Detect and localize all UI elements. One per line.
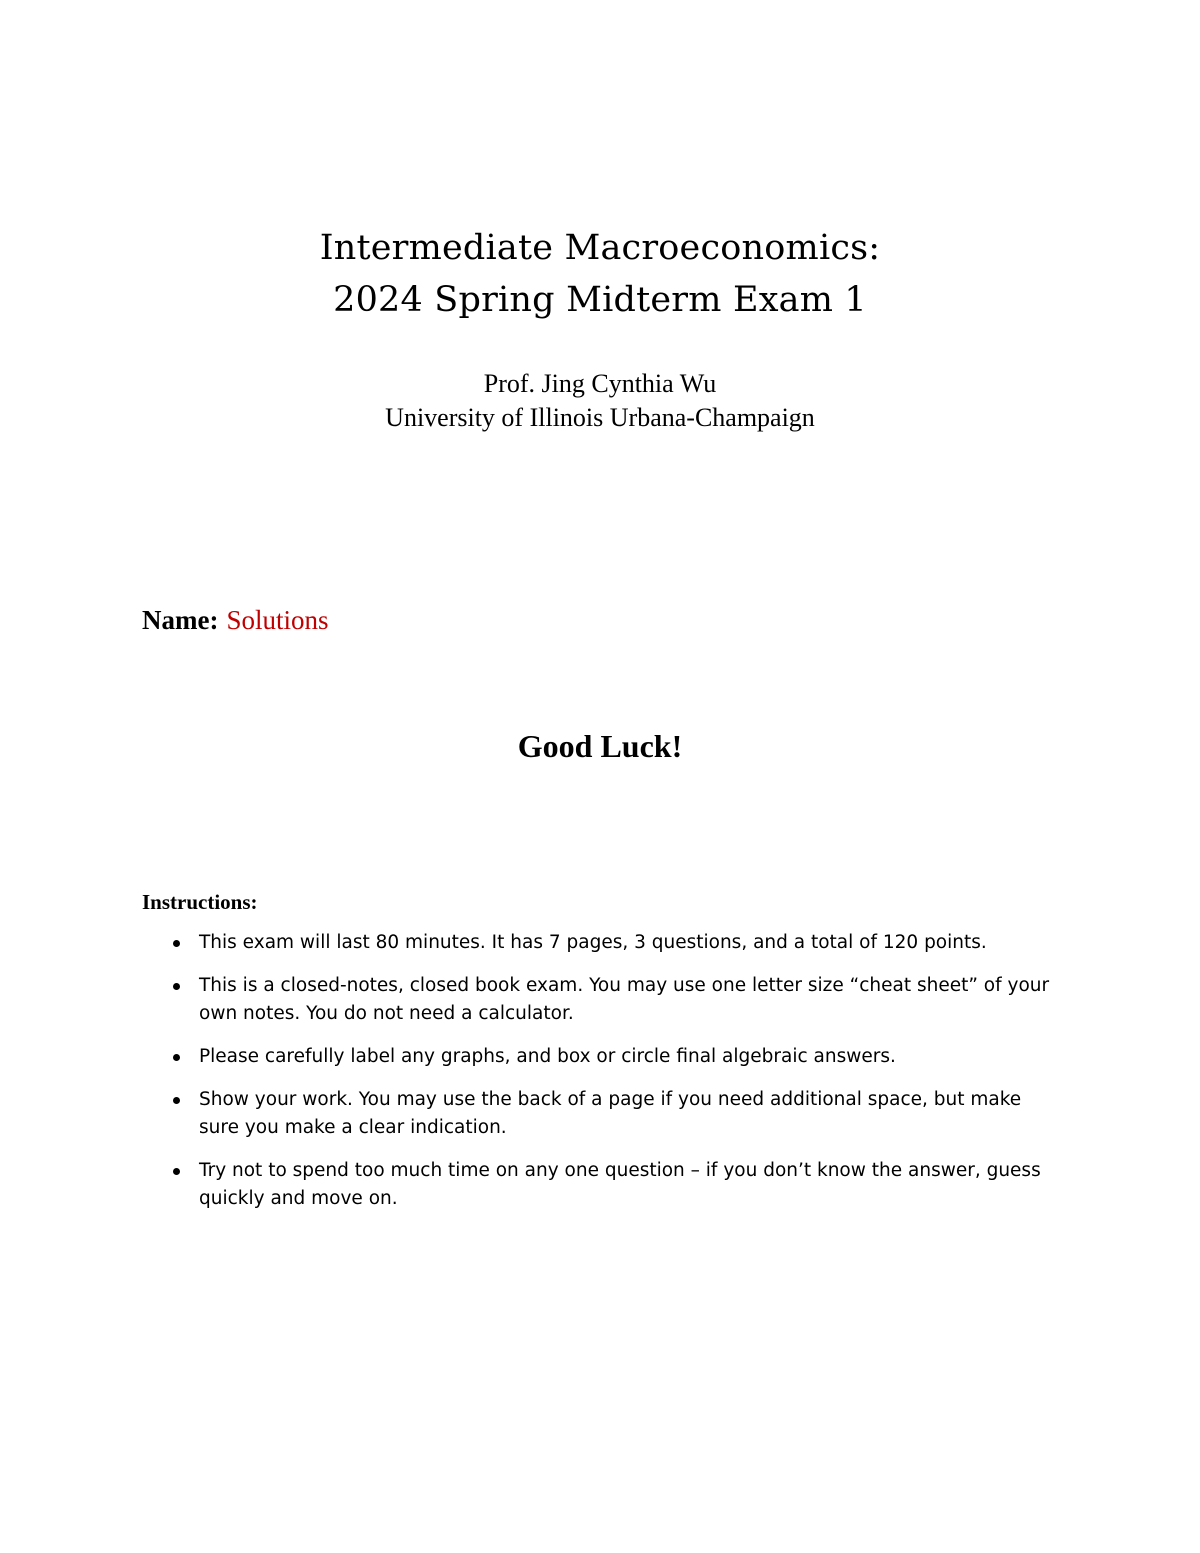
instruction-text: This exam will last 80 minutes. It has 7 pages, 3 questions, and a total of 120 points. [199,932,987,953]
instruction-item [142,929,1062,957]
instruction-text: Show your work. You may use the back of a page if you need additional space, but make sure you make a clear indication. [199,1089,1022,1138]
instructions-heading: Instructions: [142,890,258,914]
author-name: Prof. Jing Cynthia Wu [483,369,717,398]
bullet-icon [173,1054,180,1061]
instruction-text: This is a closed-notes, closed book exam. You may use one letter size “cheat sheet” of your own notes. You do not need a calculator. [199,975,1050,1024]
title-line-1: Intermediate Macroeconomics: [319,228,881,268]
instruction-item [142,1086,1062,1142]
bullet-icon [173,940,180,947]
name-value: Solutions [226,605,329,635]
instructions-list [142,929,1062,1228]
name-label: Name: [142,605,219,635]
bullet-icon [173,1097,180,1104]
instruction-item [142,1157,1062,1213]
bullet-icon [173,1168,180,1175]
exam-title [0,222,1200,326]
instruction-item [142,1043,1062,1071]
author-affiliation: University of Illinois Urbana-Champaign [385,403,815,432]
instruction-text: Try not to spend too much time on any one question – if you don’t know the answer, guess quickly and move on. [199,1160,1041,1209]
instruction-item [142,972,1062,1028]
instruction-text: Please carefully label any graphs, and box or circle final algebraic answers. [199,1046,896,1067]
name-row [142,603,329,637]
bullet-icon [173,983,180,990]
good-luck-heading: Good Luck! [517,728,683,764]
author-block [0,367,1200,435]
title-line-2: 2024 Spring Midterm Exam 1 [333,280,867,320]
